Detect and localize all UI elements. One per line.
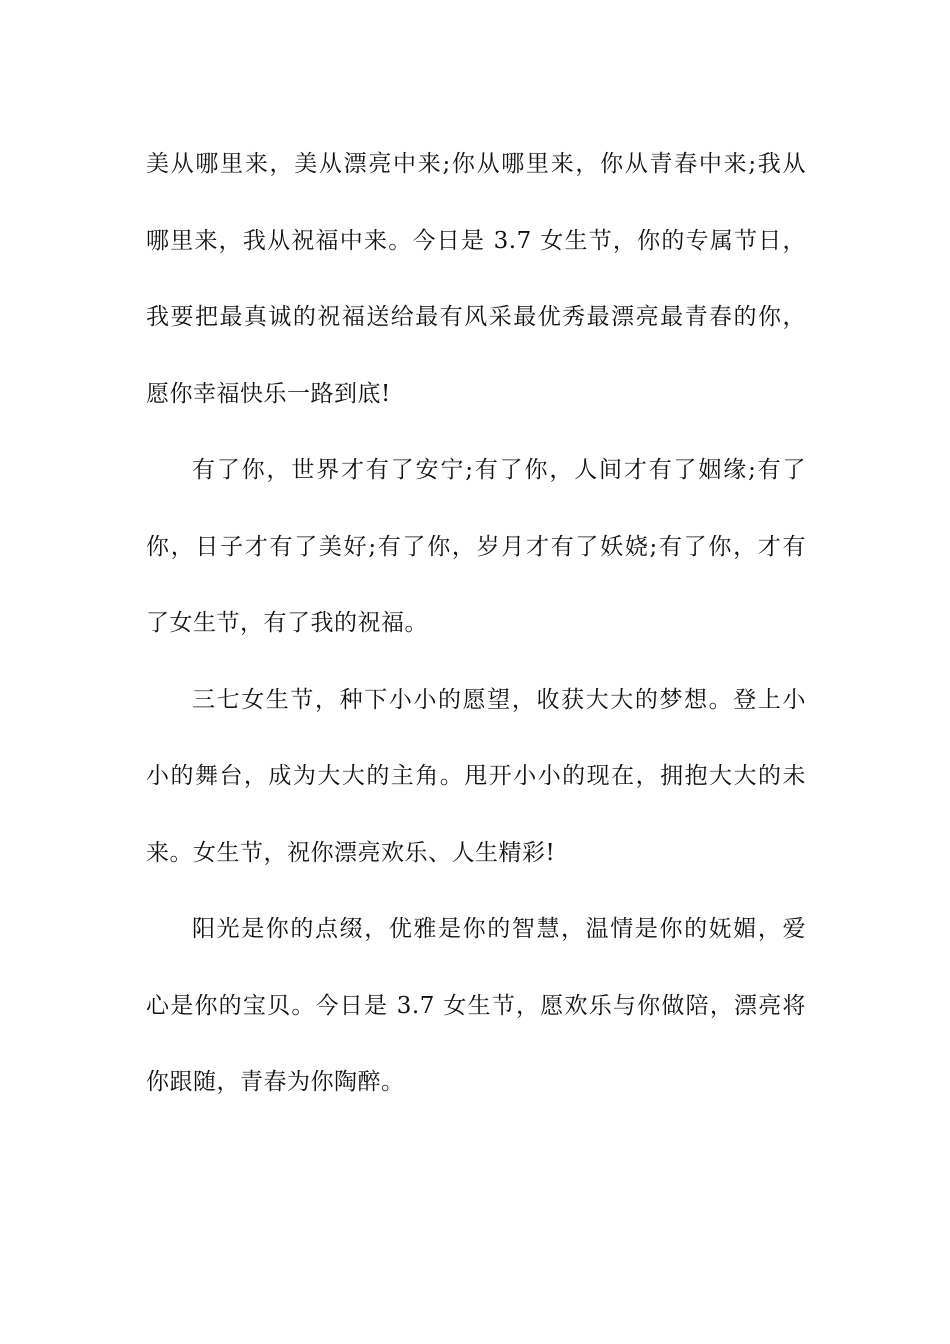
text-line: 三七女生节，种下小小的愿望，收获大大的梦想。登上小 xyxy=(192,686,806,713)
text-line: 阳光是你的点缀，优雅是你的智慧，温情是你的妩媚，爱 xyxy=(192,916,806,942)
text-line: 愿你幸福快乐一路到底! xyxy=(146,380,391,407)
text-line: 哪里来，我从祝福中来。今日是 3.7 女生节，你的专属节日， xyxy=(146,227,806,254)
text-line: 来。女生节，祝你漂亮欢乐、人生精彩! xyxy=(146,839,556,866)
paragraph-3 xyxy=(146,662,806,892)
text-line: 小的舞台，成为大大的主角。甩开小小的现在，拥抱大大的未 xyxy=(146,763,806,789)
text-line: 心是你的宝贝。今日是 3.7 女生节，愿欢乐与你做陪，漂亮将 xyxy=(146,992,806,1019)
text-line: 有了你，世界才有了安宁;有了你，人间才有了姻缘;有了 xyxy=(192,457,806,483)
text-line: 了女生节，有了我的祝福。 xyxy=(146,610,428,636)
paragraph-2 xyxy=(146,432,806,662)
text-line: 你跟随，青春为你陶醉。 xyxy=(146,1069,405,1095)
text-line: 美从哪里来，美从漂亮中来;你从哪里来，你从青春中来;我从 xyxy=(146,151,806,177)
text-line: 我要把最真诚的祝福送给最有风采最优秀最漂亮最青春的你， xyxy=(146,304,806,330)
paragraph-4 xyxy=(146,891,806,1121)
text-line: 你，日子才有了美好;有了你，岁月才有了妖娆;有了你，才有 xyxy=(146,533,806,560)
paragraph-1 xyxy=(146,126,806,432)
document-body xyxy=(146,126,806,1121)
